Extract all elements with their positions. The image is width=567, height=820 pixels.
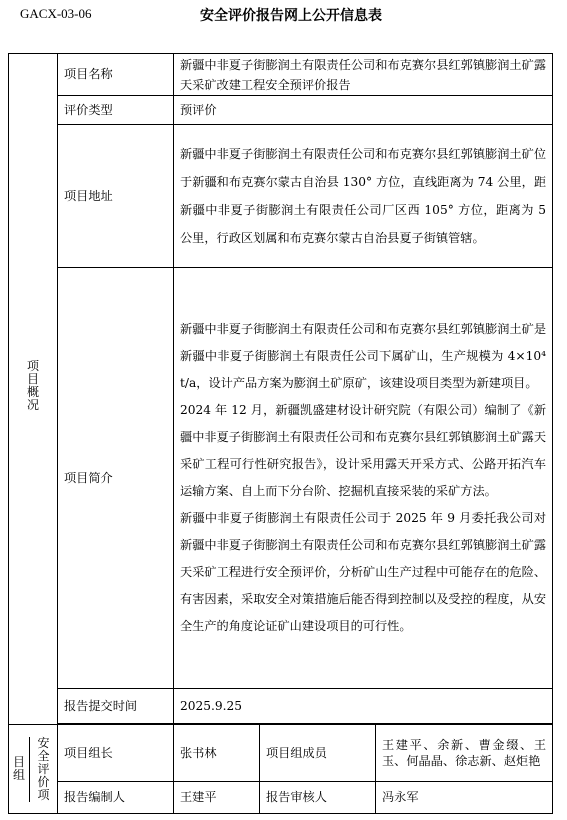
editor-value: 王建平 xyxy=(174,782,260,814)
team-leader-value: 张书林 xyxy=(174,725,260,782)
row-project-name xyxy=(9,54,553,96)
group-section-label xyxy=(9,725,58,814)
project-address-value: 新疆中非夏子街膨润土有限责任公司和布克赛尔县红郭镇膨润土矿位于新疆和布克赛尔蒙古自治县 130° 方位，直线距离为 74 公里，距新疆中非夏子街膨润土有限责任公司厂区西 105° 方位，距离为 5 公里，行政区划属和布克赛尔蒙古自治县夏子街镇管辖。 xyxy=(174,125,553,268)
team-members-value: 王建平、余新、曹金缀、王玉、何晶晶、徐志新、赵炬艳 xyxy=(376,725,553,782)
intro-paragraph-3: 新疆中非夏子街膨润土有限责任公司于 2025 年 9 月委托我公司对新疆中非夏子街膨润土有限责任公司和布克赛尔县红郭镇膨润土矿露天采矿工程进行安全预评价，分析矿山生产过程中可能存在的危险、有害因素，采取安全对策措施后能否得到控制以及受控的程度，从安全生产的角度论证矿山建设项目的可行性。 xyxy=(180,511,547,633)
project-address-label: 项目地址 xyxy=(58,125,174,268)
reviewer-value: 冯永军 xyxy=(376,782,553,814)
editor-label: 报告编制人 xyxy=(58,782,174,814)
intro-paragraph-2: 2024 年 12 月，新疆凯盛建材设计研究院（有限公司）编制了《新疆中非夏子街膨润土有限责任公司和布克赛尔县红郭镇膨润土矿露天采矿工程可行性研究报告》，设计采用露天开采方式、公路开拓汽车运输方案、自上而下分台阶、挖掘机直接采装的采矿方法。 xyxy=(180,403,547,498)
row-project-intro xyxy=(9,268,553,689)
project-intro-label: 项目简介 xyxy=(58,268,174,689)
row-team-leader xyxy=(9,725,553,782)
team-members-label: 项目组成员 xyxy=(260,725,376,782)
group-inner-label: 安全评价项 xyxy=(37,735,50,802)
row-project-address xyxy=(9,125,553,268)
project-name-value: 新疆中非夏子街膨润土有限责任公司和布克赛尔县红郭镇膨润土矿露天采矿改建工程安全预评价报告 xyxy=(174,54,553,96)
intro-paragraph-1: 新疆中非夏子街膨润土有限责任公司和布克赛尔县红郭镇膨润土矿是新疆中非夏子街膨润土有限责任公司下属矿山，生产规模为 4×10⁴t/a，设计产品方案为膨润土矿原矿，该建设项目类型为新建项目。 xyxy=(180,322,547,390)
project-intro-value xyxy=(174,268,553,689)
document-code: GACX-03-06 xyxy=(20,6,92,21)
document-title: 安全评价报告网上公开信息表 xyxy=(200,8,382,24)
evaluation-type-value: 预评价 xyxy=(174,96,553,125)
row-editor-reviewer xyxy=(9,782,553,814)
submit-time-label: 报告提交时间 xyxy=(58,689,174,724)
disclosure-table xyxy=(8,53,553,814)
overview-section-label: 项目概况 xyxy=(9,54,58,725)
submit-time-value: 2025.9.25 xyxy=(174,689,553,724)
row-submit-time xyxy=(9,689,553,724)
reviewer-label: 报告审核人 xyxy=(260,782,376,814)
project-name-label: 项目名称 xyxy=(58,54,174,96)
evaluation-type-label: 评价类型 xyxy=(58,96,174,125)
team-leader-label: 项目组长 xyxy=(58,725,174,782)
row-evaluation-type xyxy=(9,96,553,125)
group-outer-label: 目 组 xyxy=(9,737,30,802)
